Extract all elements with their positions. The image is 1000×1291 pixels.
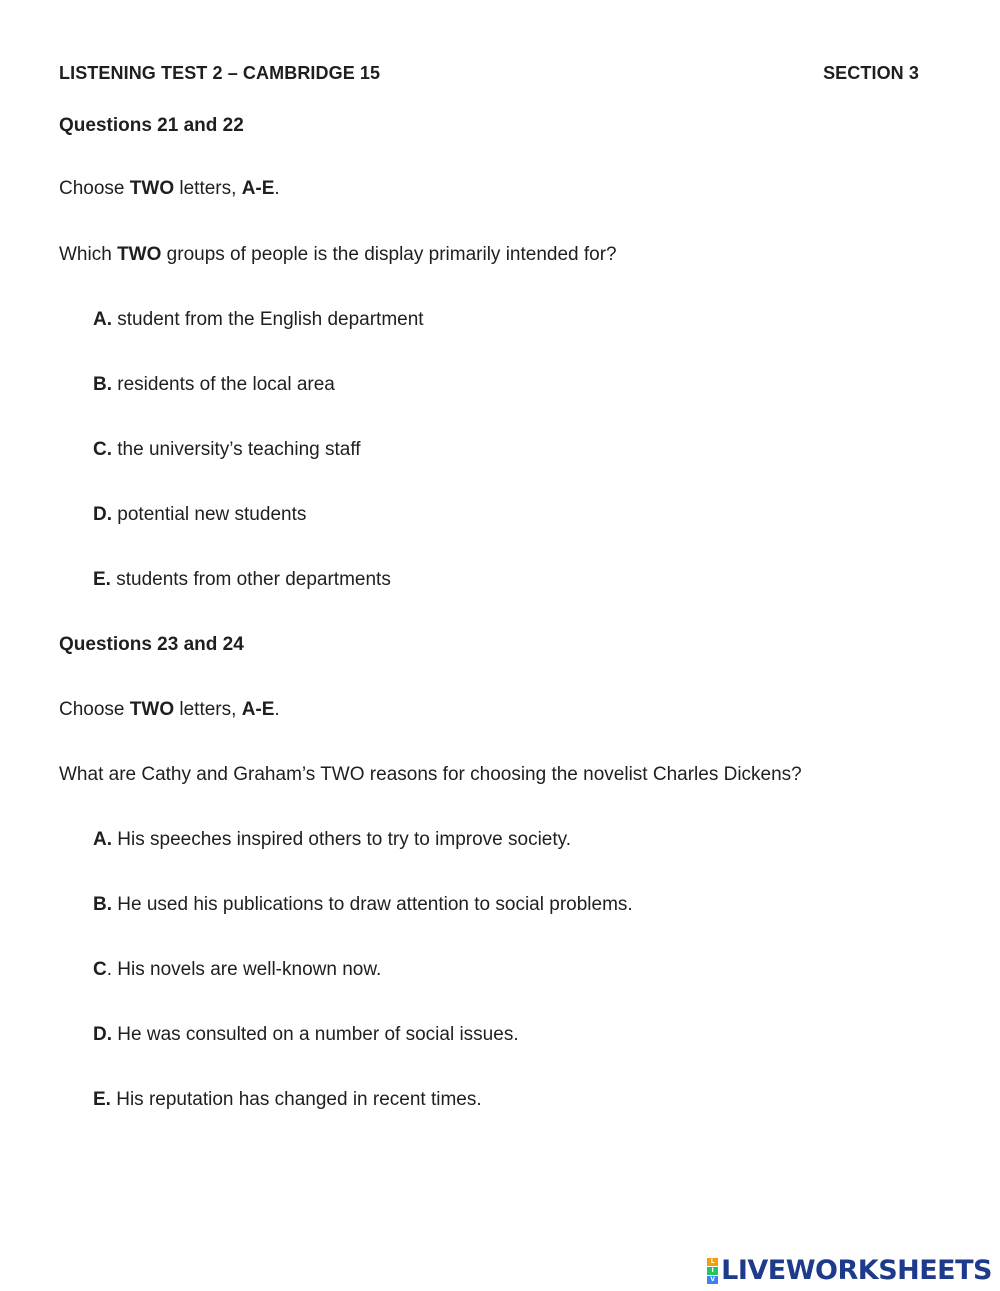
option-text: residents of the local area	[112, 374, 335, 395]
option-letter: D.	[93, 504, 112, 525]
option-b[interactable]	[93, 373, 335, 397]
questions-21-22-heading: Questions 21 and 22	[59, 115, 244, 136]
option-text: students from other departments	[110, 569, 391, 590]
option-text: His speeches inspired others to try to improve society.	[112, 829, 572, 850]
option-b[interactable]	[93, 893, 633, 917]
instruction-bold: A-E	[241, 699, 275, 720]
logo-block-l: L	[707, 1258, 718, 1266]
option-c[interactable]	[93, 958, 381, 982]
instruction-text: Choose	[59, 699, 130, 720]
option-letter: A.	[93, 309, 112, 330]
instruction-text: letters,	[174, 699, 242, 720]
section-label: SECTION 3	[823, 63, 919, 83]
option-letter: E.	[93, 1089, 111, 1110]
question-23-24-prompt: What are Cathy and Graham’s TWO reasons for choosing the novelist Charles Dickens?	[59, 764, 802, 785]
instruction-2	[59, 698, 280, 722]
option-letter: B.	[93, 374, 112, 395]
option-a[interactable]	[93, 828, 571, 852]
option-letter: A.	[93, 829, 112, 850]
option-a[interactable]	[93, 308, 424, 332]
option-text: . His novels are well-known now.	[106, 959, 382, 980]
option-text: He used his publications to draw attention to social problems.	[112, 894, 633, 915]
question-bold: TWO	[117, 244, 162, 265]
instruction-bold: TWO	[129, 178, 175, 199]
option-text: His reputation has changed in recent times.	[110, 1089, 482, 1110]
option-d[interactable]	[93, 503, 306, 527]
instruction-bold: A-E	[241, 178, 275, 199]
logo-text: LIVEWORKSHEETS	[721, 1255, 992, 1286]
logo-blocks	[707, 1258, 718, 1284]
logo-block-v: V	[707, 1276, 718, 1284]
instruction-bold: TWO	[129, 699, 175, 720]
option-text: He was consulted on a number of social issues.	[112, 1024, 519, 1045]
option-text: the university’s teaching staff	[112, 439, 361, 460]
question-text: Which	[59, 244, 118, 265]
option-d[interactable]	[93, 1023, 519, 1047]
instruction-text: letters,	[174, 178, 242, 199]
option-e[interactable]	[93, 1088, 482, 1112]
question-21-22-prompt	[59, 243, 617, 267]
test-title: LISTENING TEST 2 – CAMBRIDGE 15	[59, 63, 381, 83]
option-letter: D.	[93, 1024, 112, 1045]
option-c[interactable]	[93, 438, 361, 462]
questions-23-24-heading: Questions 23 and 24	[59, 634, 244, 655]
instruction-text: Choose	[59, 178, 130, 199]
option-letter: B.	[93, 894, 112, 915]
option-letter: C	[93, 959, 107, 980]
instruction-text: .	[274, 699, 280, 720]
instruction-1	[59, 177, 280, 201]
instruction-text: .	[274, 178, 280, 199]
liveworksheets-logo	[707, 1255, 992, 1287]
question-text: groups of people is the display primarily intended for?	[161, 244, 617, 265]
logo-block-i: I	[707, 1267, 718, 1275]
option-text: student from the English department	[112, 309, 424, 330]
option-letter: C.	[93, 439, 112, 460]
option-letter: E.	[93, 569, 111, 590]
option-text: potential new students	[112, 504, 307, 525]
option-e[interactable]	[93, 568, 391, 592]
